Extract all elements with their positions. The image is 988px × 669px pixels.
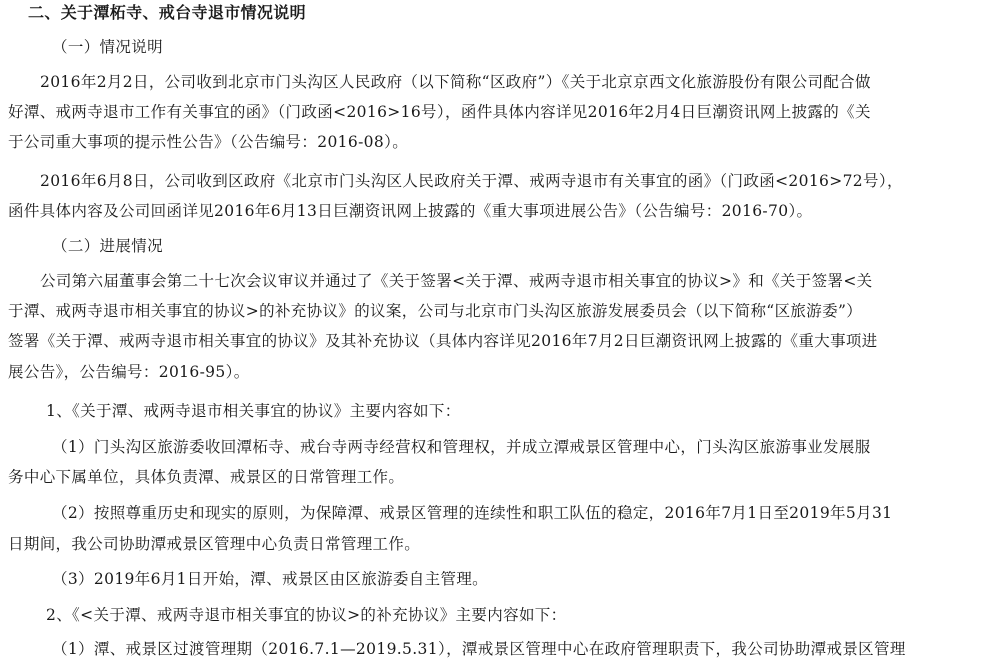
section-heading: 二、关于潭柘寺、戒台寺退市情况说明 — [28, 3, 306, 22]
item1-point1-line1: （1）门头沟区旅游委收回潭柘寺、戒台寺两寺经营权和管理权，并成立潭戒景区管理中心，门头沟区旅游事业发展服 — [52, 438, 871, 456]
item1-point1-line2: 务中心下属单位，具体负责潭、戒景区的日常管理工作。 — [8, 468, 405, 486]
item2-heading: 2、《<关于潭、戒两寺退市相关事宜的协议>的补充协议》主要内容如下： — [46, 606, 567, 624]
subsection-heading-2: （二）进展情况 — [52, 237, 163, 255]
para1-line1: 2016年2月2日，公司收到北京市门头沟区人民政府（以下简称“区政府”）《关于北京京西文化旅游股份有限公司配合做 — [40, 73, 871, 91]
para3-line3: 签署《关于潭、戒两寺退市相关事宜的协议》及其补充协议（具体内容详见2016年7月2日巨潮资讯网上披露的《重大事项进 — [8, 332, 878, 350]
item1-point2-line1: （2）按照尊重历史和现实的原则，为保障潭、戒景区管理的连续性和职工队伍的稳定，2016年7月1日至2019年5月31 — [52, 504, 893, 522]
subsection-heading-1: （一）情况说明 — [52, 38, 163, 56]
item1-point2-line2: 日期间，我公司协助潭戒景区管理中心负责日常管理工作。 — [8, 535, 421, 553]
item1-point3: （3）2019年6月1日开始，潭、戒景区由区旅游委自主管理。 — [52, 570, 489, 588]
para3-line4: 展公告》，公告编号：2016-95）。 — [8, 363, 250, 381]
para2-line1: 2016年6月8日，公司收到区政府《北京市门头沟区人民政府关于潭、戒两寺退市有关事宜的函》（门政函<2016>72号）， — [40, 172, 903, 190]
para3-line2: 于潭、戒两寺退市相关事宜的协议>的补充协议》的议案，公司与北京市门头沟区旅游发展委员会（以下简称“区旅游委”） — [8, 302, 863, 320]
para2-line2: 函件具体内容及公司回函详见2016年6月13日巨潮资讯网上披露的《重大事项进展公告》（公告编号：2016-70）。 — [8, 202, 813, 220]
para3-line1: 公司第六届董事会第二十七次会议审议并通过了《关于签署<关于潭、戒两寺退市相关事宜的协议>》和《关于签署<关 — [40, 272, 873, 290]
item1-heading: 1、《关于潭、戒两寺退市相关事宜的协议》主要内容如下： — [46, 402, 461, 420]
para1-line2: 好潭、戒两寺退市工作有关事宜的函》（门政函<2016>16号），函件具体内容详见2016年2月4日巨潮资讯网上披露的《关 — [8, 103, 871, 121]
para1-line3: 于公司重大事项的提示性公告》（公告编号：2016-08）。 — [8, 133, 409, 151]
item2-point1-line1: （1）潭、戒景区过渡管理期（2016.7.1—2019.5.31），潭戒景区管理中心在政府管理职责下，我公司协助潭戒景区管理 — [52, 640, 906, 658]
